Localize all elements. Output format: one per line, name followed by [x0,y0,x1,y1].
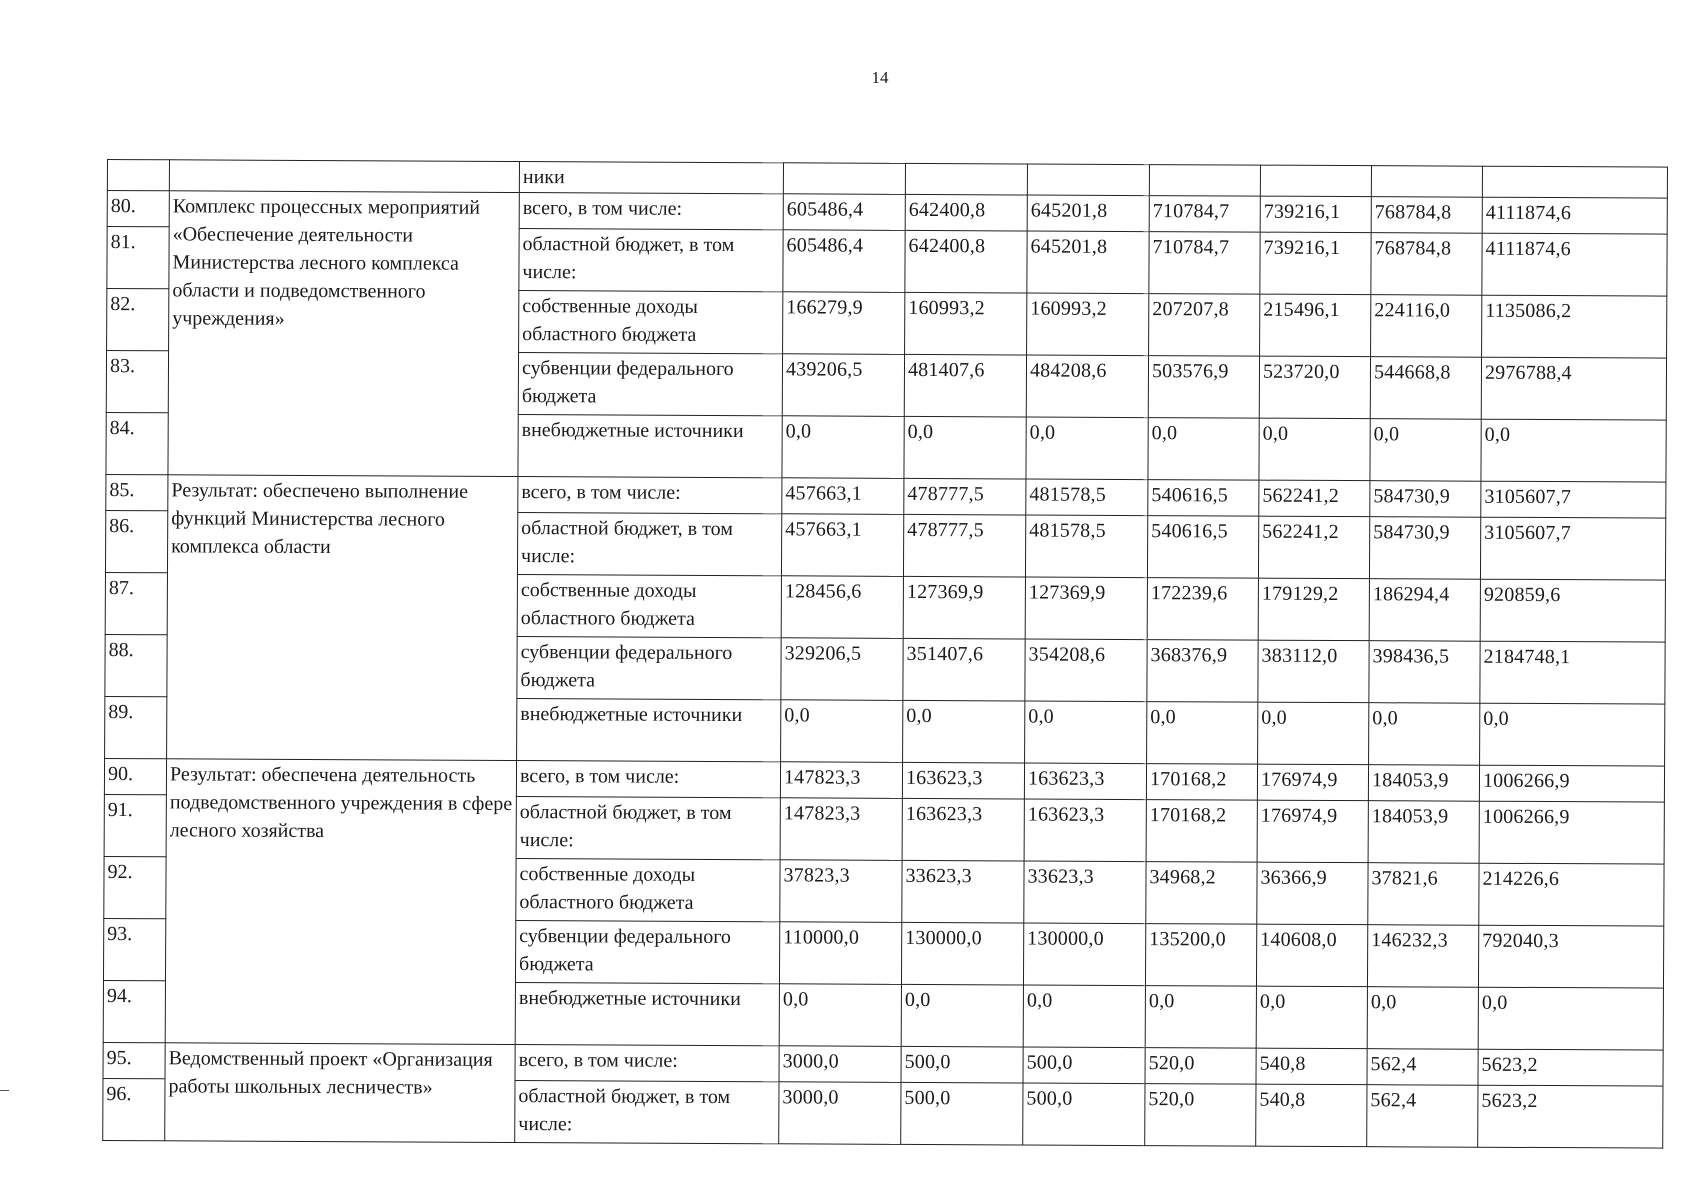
funding-source: внебюджетные источники [515,983,779,1046]
amount-cell: 127369,9 [903,576,1025,639]
amount-cell: 127369,9 [1025,577,1147,640]
table-row [107,191,1667,235]
amount-cell: 642400,8 [905,194,1027,231]
amount-cell: 0,0 [1369,703,1480,766]
amount-cell: 0,0 [1370,419,1481,482]
row-number: 95. [103,1042,165,1078]
amount-cell: 163623,3 [1024,763,1146,800]
amount-cell: 176974,9 [1257,800,1368,863]
amount-cell: 2184748,1 [1480,641,1665,704]
amount-cell: 584730,9 [1369,517,1480,580]
amount-cell: 147823,3 [780,762,902,799]
amount-cell: 147823,3 [780,798,902,861]
amount-cell: 163623,3 [902,762,1024,799]
amount-cell: 562241,2 [1258,516,1369,579]
amount-cell: 710784,7 [1149,232,1260,295]
amount-cell: 37823,3 [780,860,902,923]
amount-cell: 184053,9 [1368,801,1479,864]
amount-cell: 0,0 [1145,986,1256,1049]
amount-cell: 3105607,7 [1481,481,1666,518]
amount-cell: 354208,6 [1025,639,1147,702]
amount-cell: 224116,0 [1371,295,1482,358]
amount-cell: 214226,6 [1479,863,1664,926]
margin-mark [0,1090,9,1091]
amount-cell: 0,0 [1026,417,1148,480]
amount-cell: 0,0 [1256,986,1367,1049]
amount-cell: 920859,6 [1480,579,1665,642]
activity-name: Ведомственный проект «Организация работы школьных лесничеств» [165,1043,515,1143]
amount-cell: 0,0 [1147,702,1258,765]
funding-source: областной бюджет, в том числе: [517,513,781,576]
amount-cell: 130000,0 [901,922,1023,985]
amount-cell: 562,4 [1367,1085,1478,1148]
amount-cell: 146232,3 [1367,925,1478,988]
table-cell [905,163,1027,195]
funding-source: субвенции федерального бюджета [518,353,782,416]
row-number: 89. [105,696,167,758]
amount-cell: 540,8 [1256,1084,1367,1147]
amount-cell: 520,0 [1145,1048,1256,1085]
amount-cell: 0,0 [1023,985,1145,1048]
amount-cell: 176974,9 [1257,764,1368,801]
amount-cell: 135200,0 [1145,924,1256,987]
table-cell [1371,166,1482,198]
amount-cell: 163623,3 [1024,799,1146,862]
amount-cell: 398436,5 [1369,641,1480,704]
row-number: 86. [105,510,167,572]
amount-cell: 484208,6 [1026,355,1148,418]
funding-source: субвенции федерального бюджета [517,637,781,700]
amount-cell: 481407,6 [904,354,1026,417]
amount-cell: 160993,2 [905,292,1027,355]
amount-cell: 792040,3 [1478,925,1663,988]
amount-cell: 0,0 [1148,418,1259,481]
row-number: 82. [107,289,169,351]
row-number: 92. [104,856,166,918]
amount-cell: 645201,8 [1027,231,1149,294]
table-cell [1260,165,1371,197]
continuation-source-type: ники [519,162,783,194]
amount-cell: 478777,5 [903,514,1025,577]
amount-cell: 160993,2 [1027,293,1149,356]
funding-source: собственные доходы областного бюджета [517,575,781,638]
funding-source: всего, в том числе: [519,193,783,230]
amount-cell: 383112,0 [1258,640,1369,703]
table-row [106,474,1666,518]
amount-cell: 186294,4 [1369,579,1480,642]
amount-cell: 520,0 [1145,1084,1256,1147]
amount-cell: 1006266,9 [1479,765,1664,802]
amount-cell: 140608,0 [1256,924,1367,987]
amount-cell: 37821,6 [1368,863,1479,926]
amount-cell: 5623,2 [1478,1049,1663,1086]
funding-source: всего, в том числе: [518,477,782,514]
amount-cell: 481578,5 [1025,515,1147,578]
amount-cell: 540,8 [1256,1048,1367,1085]
row-number: 90. [104,758,166,794]
table-row [104,758,1664,802]
amount-cell: 215496,1 [1260,294,1371,357]
amount-cell: 500,0 [901,1082,1023,1145]
row-number: 80. [107,191,169,227]
funding-source: собственные доходы областного бюджета [519,291,783,354]
activity-name: Результат: обеспечено выполнение функций Министерства лесного комплекса области [167,475,518,761]
table-cell [169,160,519,193]
funding-source: собственные доходы областного бюджета [516,859,780,922]
amount-cell: 1135086,2 [1482,295,1667,358]
amount-cell: 36366,9 [1257,862,1368,925]
amount-cell: 166279,9 [783,292,905,355]
amount-cell: 130000,0 [1023,923,1145,986]
amount-cell: 500,0 [1023,1047,1145,1084]
amount-cell: 500,0 [901,1046,1023,1083]
row-number: 94. [103,980,165,1042]
amount-cell: 0,0 [1258,702,1369,765]
table-cell [107,160,169,191]
table-cell [783,163,905,195]
amount-cell: 128456,6 [781,576,903,639]
amount-cell: 33623,3 [902,860,1024,923]
funding-source: внебюджетные источники [518,415,782,478]
activity-name: Комплекс процессных мероприятий «Обеспечение деятельности Министерства лесного комплекса области и подведомственного учреждения» [168,191,519,477]
amount-cell: 0,0 [1478,987,1663,1050]
amount-cell: 351407,6 [903,638,1025,701]
row-number: 91. [104,794,166,856]
table-cell [1482,166,1667,198]
amount-cell: 5623,2 [1478,1085,1663,1148]
amount-cell: 34968,2 [1146,862,1257,925]
amount-cell: 2976788,4 [1481,357,1666,420]
amount-cell: 0,0 [782,416,904,479]
amount-cell: 540616,5 [1148,480,1259,517]
amount-cell: 481578,5 [1026,479,1148,516]
amount-cell: 503576,9 [1148,356,1259,419]
amount-cell: 0,0 [1480,703,1665,766]
amount-cell: 368376,9 [1147,640,1258,703]
amount-cell: 645201,8 [1027,195,1149,232]
row-number: 88. [105,634,167,696]
amount-cell: 3000,0 [779,1082,901,1145]
amount-cell: 3000,0 [779,1046,901,1083]
row-number: 87. [105,572,167,634]
amount-cell: 478777,5 [904,478,1026,515]
amount-cell: 562,4 [1367,1049,1478,1086]
amount-cell: 710784,7 [1149,196,1260,233]
budget-table-container [102,159,1668,1149]
amount-cell: 33623,3 [1024,861,1146,924]
table-cell [1149,165,1260,197]
funding-source: внебюджетные источники [517,699,781,762]
amount-cell: 0,0 [904,416,1026,479]
amount-cell: 0,0 [1259,418,1370,481]
amount-cell: 170168,2 [1146,800,1257,863]
row-number: 96. [103,1078,165,1140]
amount-cell: 540616,5 [1147,516,1258,579]
amount-cell: 457663,1 [781,514,903,577]
amount-cell: 0,0 [903,700,1025,763]
row-number: 85. [106,474,168,510]
amount-cell: 1006266,9 [1479,801,1664,864]
amount-cell: 642400,8 [905,230,1027,293]
funding-source: всего, в том числе: [515,1045,779,1082]
amount-cell: 0,0 [1367,987,1478,1050]
amount-cell: 170168,2 [1146,764,1257,801]
amount-cell: 0,0 [901,984,1023,1047]
amount-cell: 523720,0 [1259,356,1370,419]
amount-cell: 768784,8 [1371,233,1482,296]
amount-cell: 0,0 [1025,701,1147,764]
table-cell [1027,164,1149,196]
row-number: 84. [106,412,168,474]
amount-cell: 0,0 [779,984,901,1047]
amount-cell: 172239,6 [1147,578,1258,641]
amount-cell: 562241,2 [1259,480,1370,517]
amount-cell: 4111874,6 [1482,233,1667,296]
amount-cell: 739216,1 [1260,196,1371,233]
amount-cell: 500,0 [1023,1083,1145,1146]
funding-source: субвенции федерального бюджета [515,921,779,984]
page-number: 14 [871,68,889,87]
funding-source: областной бюджет, в том числе: [516,797,780,860]
amount-cell: 110000,0 [779,922,901,985]
amount-cell: 329206,5 [781,638,903,701]
amount-cell: 584730,9 [1370,481,1481,518]
amount-cell: 3105607,7 [1480,517,1665,580]
amount-cell: 179129,2 [1258,578,1369,641]
row-number: 93. [103,918,165,980]
table-row [103,1042,1663,1086]
amount-cell: 605486,4 [783,194,905,231]
amount-cell: 184053,9 [1368,765,1479,802]
amount-cell: 739216,1 [1260,232,1371,295]
amount-cell: 0,0 [781,700,903,763]
funding-source: областной бюджет, в том числе: [515,1081,779,1144]
budget-table [102,159,1668,1149]
amount-cell: 439206,5 [782,354,904,417]
amount-cell: 0,0 [1481,419,1666,482]
amount-cell: 605486,4 [783,230,905,293]
amount-cell: 768784,8 [1371,197,1482,234]
funding-source: всего, в том числе: [516,761,780,798]
funding-source: областной бюджет, в том числе: [519,229,783,292]
row-number: 83. [106,351,168,413]
amount-cell: 544668,8 [1370,357,1481,420]
amount-cell: 457663,1 [782,478,904,515]
amount-cell: 207207,8 [1149,294,1260,357]
amount-cell: 163623,3 [902,798,1024,861]
amount-cell: 4111874,6 [1482,197,1667,234]
activity-name: Результат: обеспечена деятельность подведомственного учреждения в сфере лесного хозяйства [165,759,516,1045]
row-number: 81. [107,227,169,289]
